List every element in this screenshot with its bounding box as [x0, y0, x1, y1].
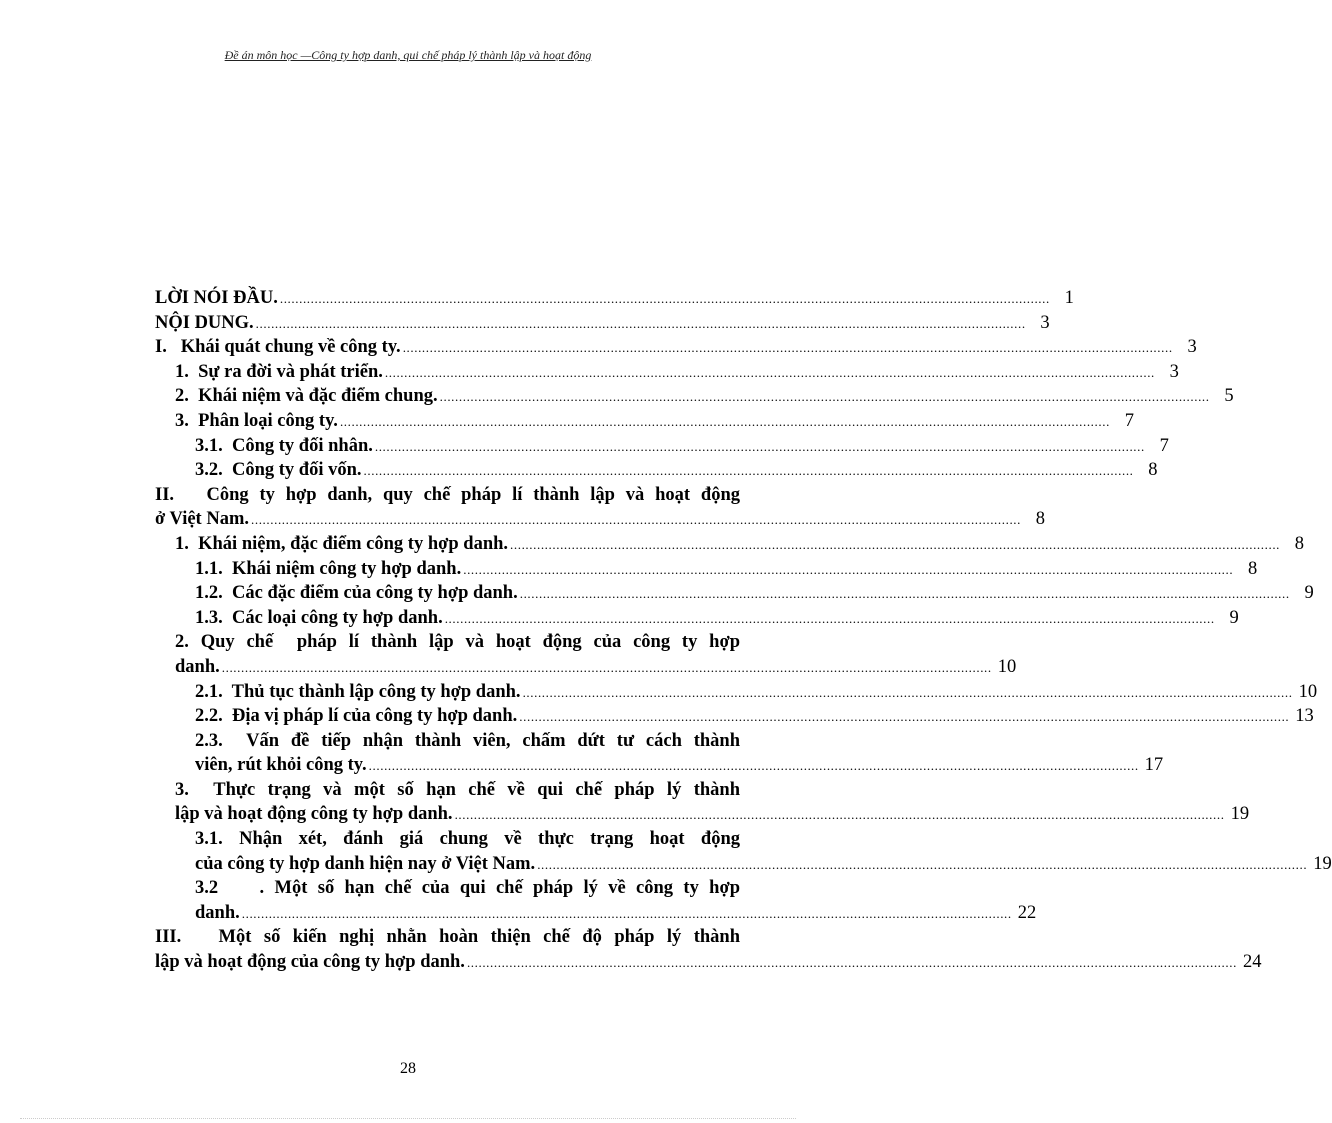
toc-entry	[155, 950, 1262, 975]
toc-entry-title: 3.2 . Một số hạn chế của qui chế pháp lý về công ty hợp	[195, 878, 740, 899]
toc-entry	[155, 901, 1037, 926]
toc-entry-page: 19	[1313, 853, 1332, 874]
toc-entry-title: 3.1. Nhận xét, đánh giá chung về thực trạng hoạt động	[195, 829, 740, 850]
toc-entry-title: lập và hoạt động của công ty hợp danh.	[155, 952, 465, 973]
toc-entry	[155, 753, 1164, 778]
toc-entry-page: 24	[1242, 952, 1262, 973]
toc-entry-title: III. Một số kiến nghị nhằn hoàn thiện chế độ pháp lý thành	[155, 927, 740, 948]
page-number: 28	[400, 1060, 416, 1077]
toc-entry	[155, 852, 1332, 877]
toc-entry	[155, 802, 1250, 827]
toc-leader-dots: ........................................................................................................................................................................................................	[339, 413, 1110, 429]
toc-leader-dots: ........................................................................................................................................................................................................	[402, 340, 1173, 356]
toc-leader-dots: ........................................................................................................................................................................................................	[454, 807, 1225, 823]
toc-entry	[155, 434, 1169, 459]
table-of-contents	[155, 286, 1332, 975]
toc-entry-page: 3	[1169, 361, 1179, 382]
toc-entry-page: 3	[1187, 337, 1197, 358]
toc-entry	[155, 557, 1258, 582]
toc-entry-title: 3.1. Công ty đối nhân.	[195, 435, 373, 456]
toc-leader-dots: ........................................................................................................................................................................................................	[255, 315, 1026, 331]
toc-leader-dots: ........................................................................................................................................................................................................	[522, 684, 1293, 700]
toc-entry-title: 1. Khái niệm, đặc điểm công ty hợp danh.	[175, 533, 509, 554]
toc-entry	[155, 827, 740, 852]
toc-entry-title: của công ty hợp danh hiện nay ở Việt Nam.	[195, 853, 536, 874]
toc-entry-title: NỘI DUNG.	[155, 312, 254, 333]
toc-entry	[155, 286, 1074, 311]
toc-leader-dots: ........................................................................................................................................................................................................	[279, 291, 1050, 306]
toc-entry-page: 8	[1148, 460, 1158, 481]
toc-entry	[155, 483, 740, 508]
toc-entry-title: I. Khái quát chung về công ty.	[155, 337, 401, 358]
toc-entry-title: ở Việt Nam.	[155, 509, 249, 530]
toc-entry-page: 8	[1294, 533, 1305, 554]
toc-entry-title: 1.1. Khái niệm công ty hợp danh.	[195, 558, 462, 579]
toc-entry	[155, 778, 740, 803]
toc-entry-title: 2. Quy chế pháp lí thành lập và hoạt động của công ty hợp	[175, 632, 740, 653]
toc-leader-dots: ........................................................................................................................................................................................................	[439, 389, 1210, 405]
toc-entry-title: 3.2. Công ty đối vốn.	[195, 460, 362, 481]
toc-entry-title: 1.2. Các đặc điểm của công ty hợp danh.	[195, 583, 518, 604]
toc-entry	[155, 311, 1050, 336]
page-bottom-rule	[20, 1118, 796, 1119]
toc-entry-page: 10	[1298, 681, 1318, 702]
toc-entry-page: 19	[1230, 804, 1250, 825]
toc-entry	[155, 458, 1158, 483]
toc-entry-page: 8	[1035, 509, 1045, 530]
toc-entry	[155, 680, 1318, 705]
toc-leader-dots: ........................................................................................................................................................................................................	[537, 856, 1308, 872]
toc-entry	[155, 581, 1314, 606]
toc-entry-title: 2.1. Thủ tục thành lập công ty hợp danh.	[195, 681, 521, 702]
toc-leader-dots: ........................................................................................................................................................................................................	[251, 512, 1021, 528]
toc-entry-page: 22	[1017, 902, 1037, 923]
running-header	[0, 48, 816, 63]
toc-leader-dots: ........................................................................................................................................................................................................	[466, 955, 1237, 971]
toc-entry	[155, 507, 1045, 532]
toc-entry-title: LỜI NÓI ĐẦU.	[155, 288, 278, 308]
toc-entry	[155, 335, 1197, 360]
toc-entry-page: 10	[997, 656, 1017, 677]
toc-entry-title: 2.3. Vấn đề tiếp nhận thành viên, chấm dứt tư cách thành	[195, 730, 740, 751]
toc-entry-title: 2. Khái niệm và đặc điểm chung.	[175, 386, 438, 407]
toc-entry	[155, 384, 1234, 409]
toc-leader-dots: ........................................................................................................................................................................................................	[241, 905, 1012, 921]
toc-entry	[155, 876, 740, 901]
toc-leader-dots: ........................................................................................................................................................................................................	[519, 709, 1290, 725]
toc-entry	[155, 360, 1179, 385]
toc-entry-page: 13	[1295, 706, 1314, 727]
toc-entry	[155, 704, 1314, 729]
toc-entry-page: 3	[1040, 312, 1050, 333]
running-header-text: Đề án môn học —Công ty hợp danh, qui chế pháp lý thành lập và hoạt động	[224, 48, 592, 62]
toc-entry-title: 3. Phân loại công ty.	[175, 410, 338, 431]
toc-entry-page: 8	[1247, 558, 1258, 579]
toc-entry	[155, 606, 1239, 631]
toc-entry-page: 17	[1144, 755, 1164, 776]
toc-leader-dots: ........................................................................................................................................................................................................	[363, 463, 1134, 479]
toc-entry-title: 2.2. Địa vị pháp lí của công ty hợp danh.	[195, 706, 518, 727]
toc-leader-dots: ........................................................................................................................................................................................................	[221, 659, 992, 675]
toc-entry-title: lập và hoạt động công ty hợp danh.	[175, 804, 453, 825]
toc-leader-dots: ........................................................................................................................................................................................................	[463, 561, 1234, 577]
toc-entry	[155, 729, 740, 754]
toc-entry-page: 5	[1224, 386, 1234, 407]
toc-entry-title: 1. Sự ra đời và phát triển.	[175, 361, 383, 382]
toc-entry	[155, 655, 1017, 680]
toc-entry	[155, 630, 740, 655]
toc-entry-title: viên, rút khỏi công ty.	[195, 755, 367, 776]
toc-leader-dots: ........................................................................................................................................................................................................	[444, 610, 1215, 626]
toc-entry-title: danh.	[175, 656, 220, 677]
toc-entry	[155, 409, 1134, 434]
toc-leader-dots: ........................................................................................................................................................................................................	[368, 758, 1139, 774]
toc-entry-page: 1	[1064, 288, 1074, 308]
toc-leader-dots: ........................................................................................................................................................................................................	[510, 536, 1281, 552]
toc-entry-title: danh.	[195, 902, 240, 923]
toc-entry	[155, 925, 740, 950]
toc-entry	[155, 532, 1305, 557]
toc-entry-page: 9	[1229, 607, 1239, 628]
toc-entry-page: 7	[1124, 410, 1134, 431]
toc-entry-page: 9	[1304, 583, 1314, 604]
toc-entry-title: II. Công ty hợp danh, quy chế pháp lí thành lập và hoạt động	[155, 484, 740, 505]
toc-entry-title: 3. Thực trạng và một số hạn chế về qui chế pháp lý thành	[175, 779, 740, 800]
toc-leader-dots: ........................................................................................................................................................................................................	[374, 438, 1145, 454]
toc-leader-dots: ........................................................................................................................................................................................................	[384, 364, 1155, 380]
toc-entry-page: 7	[1159, 435, 1169, 456]
toc-leader-dots: ........................................................................................................................................................................................................	[519, 586, 1290, 602]
toc-entry-title: 1.3. Các loại công ty hợp danh.	[195, 607, 443, 628]
